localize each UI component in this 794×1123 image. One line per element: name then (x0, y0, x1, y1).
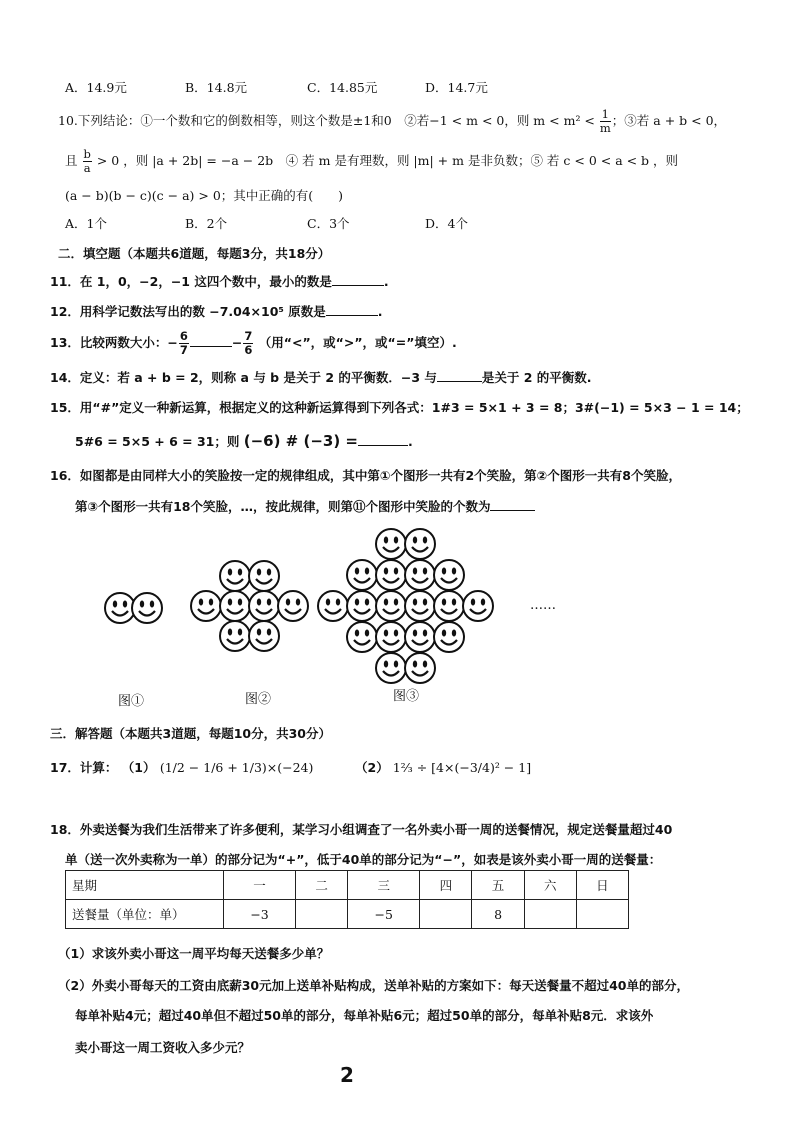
caption-figure-1: 图① (118, 694, 145, 709)
q18-line1: 18．外卖送餐为我们生活带来了许多便利，某学习小组调查了一名外卖小哥一周的送餐情况，规定送餐量超过40 (50, 822, 673, 837)
table-header-row: 星期 一 二 三 四 五 六 日 (66, 871, 629, 900)
smiley-figures (90, 520, 550, 710)
q9-option-c: C．14.85元 (307, 80, 378, 95)
q16-line1: 16．如图都是由同样大小的笑脸按一定的规律组成，其中第①个图形一共有2个笑脸，第②个图形一共有8个笑脸， (50, 468, 681, 483)
q9-option-b: B．14.8元 (185, 80, 248, 95)
q9-option-d: D．14.7元 (425, 80, 488, 95)
q13: 13．比较两数大小：− $\frac{6}{7}$ − $\frac{7}{6}$ （用“<”，或“>”，或“=”填空）. (50, 329, 457, 357)
q10-option-d: D．4个 (425, 216, 468, 231)
figure-3-smileys (318, 529, 493, 683)
q10-option-b: B．2个 (185, 216, 228, 231)
q11: 11．在 1，0，−2，−1 这四个数中，最小的数是 . (50, 274, 389, 289)
table-row: 送餐量（单位：单） −3 −5 8 (66, 900, 629, 929)
q10-line3: (a − b)(b − c)(c − a) > 0；其中正确的有( ) (65, 188, 344, 203)
q12: 12．用科学记数法写出的数 −7.04×10⁵ 原数是 . (50, 304, 383, 319)
q18-sub2-line1: （2）外卖小哥每天的工资由底薪30元加上送单补贴构成，送单补贴的方案如下：每天送餐量不超过40单的部分， (58, 978, 689, 993)
caption-figure-2: 图② (245, 692, 272, 707)
q16-line2: 第③个图形一共有18个笑脸，…，按此规律，则第⑪个图形中笑脸的个数为 (75, 497, 535, 515)
section2-title: 二．填空题（本题共6道题，每题3分，共18分） (58, 246, 331, 261)
q18-sub2-line3: 卖小哥这一周工资收入多少元？ (75, 1040, 251, 1055)
figure-1-smileys (105, 593, 162, 623)
q14: 14．定义：若 a + b = 2，则称 a 与 b 是关于 2 的平衡数．−3 与 是关于 2 的平衡数. (50, 370, 592, 385)
q18-line2: 单（送一次外卖称为一单）的部分记为“+”，低于40单的部分记为“−”，如表是该外卖小哥一周的送餐量： (65, 852, 662, 867)
q18-sub1: （1）求该外卖小哥这一周平均每天送餐多少单？ (58, 946, 330, 961)
q17: 17．计算： （1） (1/2 − 1/6 + 1/3)×(−24) (50, 760, 314, 775)
q18-sub2-line2: 每单补贴4元；超过40单但不超过50单的部分，每单补贴6元；超过50单的部分，每单补贴8元．求该外 (75, 1008, 654, 1023)
page-number: 2 (340, 1063, 354, 1087)
q15-line1: 15．用“#”定义一种新运算，根据定义的这种新运算得到下列各式：1#3 = 5×1 + 3 = 8；3#(−1) = 5×3 − 1 = 14； (50, 400, 749, 415)
q10-line2: 且 $\frac{b}{a}$ > 0 ，则 |a + 2b| = −a − 2b ④ 若 m 是有理数，则 |m| + m 是非负数；⑤ 若 c < 0 < a < b ，则 (65, 147, 679, 175)
q17-part2: （2） 1⅔ ÷ [4×(−3/4)² − 1] (355, 760, 532, 775)
figure-2-smileys (191, 561, 308, 651)
figure-ellipsis: …… (530, 598, 556, 613)
q15-line2: 5#6 = 5×5 + 6 = 31；则 (−6) # (−3) = . (75, 432, 413, 450)
delivery-table (65, 870, 629, 929)
q10-line1: 10.下列结论：①一个数和它的倒数相等，则这个数是±1和0 ②若−1 < m < 0，则 m < m² < $\frac{1}{m}$ ；③若 a + b < 0， (58, 107, 727, 135)
q10-option-c: C．3个 (307, 216, 350, 231)
q9-option-a: A．14.9元 (65, 80, 127, 95)
caption-figure-3: 图③ (393, 689, 420, 704)
section3-title: 三．解答题（本题共3道题，每题10分，共30分） (50, 726, 331, 741)
q10-option-a: A．1个 (65, 216, 107, 231)
